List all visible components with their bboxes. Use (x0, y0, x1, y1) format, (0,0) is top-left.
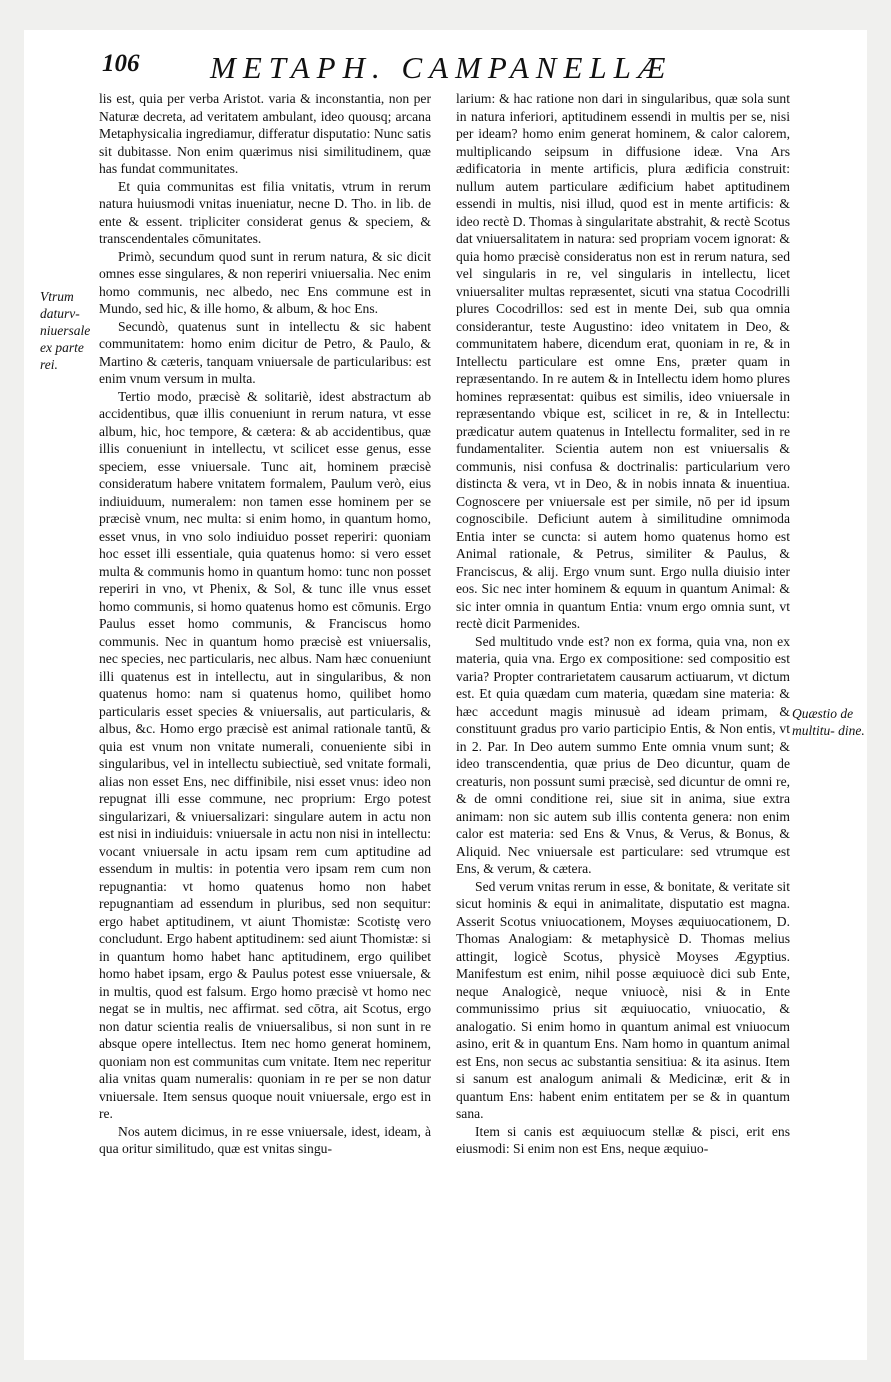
paragraph: larium: & hac ratione non dari in singularibus, quæ sola sunt in natura inferiori, aptitudinem essendi in multis per se, nisi per ideam? homo enim generat hominem, & calor calorem, multiplicando seipsum in diffusione ideæ. Vna Ars ædificatoria in mente artificis, plura ædificia construit: nullum autem particulare ædificium habet aptitudinem essendi in multis, nisi illud, quod est in mente artificis: & ideo rectè D. Thomas à singularitate abstrahit, & rectè Scotus dat vniuersalitatem in natura: sed propriam vocem ignorat: & quia homo præcisè consideratus non est in rerum natura, sed vel singularis in re, vel singularis in intellectu, licet vniuersaliter multas repræsentet, sicuti vna statua Cocodrilli plures Cocodrillos: sed est in mente Dei, sub qua omnia considerantur, teste Augustino: ideo vnitatem in Deo, & communitatem habere, dicendum erat, quoniam in re, & in Intellectu particulare est omne Ens, præter quam in repræsentando. In re autem & in Intellectu idem homo plures homines repræsentat: quibus est similis, ideo vniuersale in repræsentando vbique est, scilicet in re, & in Intellectu: prædicatur autem quatenus in Intellectu formaliter, sed in re fundamentaliter. Scientia autem non est vniuersalis & communis, nisi confusa & doctrinalis: particularium vero distincta & vera, vt in Deo, & in nobis innata & inuentiua. Cognoscere per vniuersale est per simile, nō per id ipsum cognoscibile. Deficiunt autem à similitudine omnimoda Entia inter se cuncta: si autem homo quatenus homo est Animal rationale, & Petrus, similiter & Paulus, & Franciscus, & alij. Ergo vnum sunt. Ergo nulla diuisio inter eos. Sic nec inter hominem & equum in quantum Animal: & sic inter omnia in quantum Entia: vnum ergo omnia sunt, vt rectè dicit Parmenides. (456, 91, 790, 631)
margin-note-right: Quæstio de multitu- dine. (792, 706, 865, 738)
page-header (102, 50, 822, 94)
paragraph: Item si canis est æquiuocum stellæ & pisci, erit ens eiusmodi: Si enim non est Ens, neque æquiuo- (456, 1123, 790, 1156)
paragraph: Primò, secundum quod sunt in rerum natura, & sic dicit omnes esse singulares, & non reperiri vniuersalia. Nec enim homo communis, nec albedo, nec Ens commune est in Mundo, sed hic, & ille homo, & album, & hoc Ens. (99, 248, 431, 316)
paragraph: lis est, quia per verba Aristot. varia & inconstantia, non per Naturæ decreta, ad veritatem ambulant, ideo quousq; arcana Metaphysicalia ingrediamur, differatur disputatio: Nunc satis sit dubitasse. Non enim quærimus nisi similitudinem, quæ has fundat communitates. (99, 91, 431, 176)
right-column (456, 90, 790, 1158)
book-page (24, 30, 867, 1360)
paragraph: Sed multitudo vnde est? non ex forma, quia vna, non ex materia, quia vna. Ergo ex compositione: sed compositio est varia? Propter contrarietatem causarum actiuarum, vt dictum est. Et quia quædam cum materia, quædam sine materia: & hæc accedunt magis minusuè ad ideam primam, & constituunt gradus pro vario participio Entis, & Non entis, vt in 2. Par. In Deo autem summo Ente omnia vnum sunt; & ideo transcendentia, quæ prius de Deo dicuntur, quam de creaturis, non possunt sumi præcisè, sed dicuntur de omni re, & de omni conditione rei, siue sit in anima, siue extra animam: non sic autem sub illis contenta genera: non enim calor est materia: sed Ens & Vnus, & Verus, & Bonus, & Aliquid. Nec vniuersale est particulare: sed vtrumque est Ens, & verum, & cætera. (456, 633, 790, 876)
paragraph: Nos autem dicimus, in re esse vniuersale, idest, ideam, à qua oritur similitudo, quæ est vnitas singu- (99, 1123, 431, 1156)
paragraph: Secundò, quatenus sunt in intellectu & sic habent communitatem: homo enim dicitur de Petro, & Paulo, & Martino & cæteris, tanquam vniuersale de particularibus: est enim vnum versum in multa. (99, 318, 431, 386)
paragraph: Tertio modo, præcisè & solitariè, idest abstractum ab accidentibus, quæ illis conueniunt in rerum natura, vt esse album, hic, hoc tempore, & cætera: & ab accidentibus, quæ illis conueniunt in intellectu, vt scilicet esse genus, esse speciem, esse vniuersale. Tunc ait, hominem præcisè consideratum habere vnitatem formalem, Paulum verò, eius indiuiduum, numeralem: non tamen esse hominem per se præcisè vnum, nec multa: si enim homo, in quantum homo, esset vnus, in vno solo indiuiduo posset reperiri: quoniam hoc esset illi essentiale, quia quatenus homo: si vero esset multa & communis homo in quantum homo: tunc non posset reperiri in vno, vt Phenix, & Sol, & tunc ille vnus esset homo communis, si homo quatenus homo est cōmunis. Ergo Paulus esset homo communis, & Franciscus homo communis. Nec in quantum homo præcisè est vniuersalis, nec species, nec particularis, nec albus. Nam hæc conueniunt illi quatenus est in intellectu, aut in singularibus, & non quatenus homo: nam si quatenus homo, quilibet homo particularis esset species & vniuersalis, aut particularis, & albus, &c. Homo ergo præcisè est animal rationale tantū, & quia est vnum non vnitate numerali, conueniente sibi in singularibus, vel in intellectu subiectiuè, sed vnitate formali, alias non esset Ens, nec diffinibile, nisi esset vnus: ideo non repugnat illi esse commune, nec proprium: Ergo potest singularizari, & vniuersalizari: singulare autem in actu non est nisi in indiuiduis: vniuersale in actu non nisi in intellectu: vocant vniuersale in actu ipsam rem cum aptitudine ad essendum in multis: in potentia vero ipsam rem cum non repugnantia: vt homo quatenus homo non habet repugnantiam ad essendum in pluribus, sed non sequitur: ergo habet aptitudinem, vt aiunt Thomistæ: Scotistę vero concludunt. Ergo habent aptitudinem: sed aiunt Thomistæ: si in quantum homo habet hanc aptitudinem, ergo quilibet homo habet ipsam, ergo & Paulus potest esse vniuersale, & in multis, quod est falsum. Ergo homo præcisè vt homo nec negat se in multis, nec affirmat. sed cōtra, ait Scotus, ergo non datur scientia realis de vniuersalibus, si non sunt in re absque opere intellectus. Item nec homo generat hominem, quoniam non est communitas cum vnitate. Item nec reperitur alia vnitas quam numeralis: quoniam in re per se non datur vniuersale. Item sensus quoque nouit vniuersale, ergo est in re. (99, 388, 431, 1121)
margin-note-left: Vtrum daturv- niuersale ex parte rei. (40, 289, 91, 372)
left-column (99, 90, 431, 1158)
paragraph: Et quia communitas est filia vnitatis, vtrum in rerum natura huiusmodi vnitas inueniatur, necne D. Tho. in lib. de ente & essent. tripliciter considerat genus & speciem, & transcendentales cōmunitates. (99, 178, 431, 246)
page-number: 106 (102, 50, 140, 77)
running-title: METAPH. CAMPANELLÆ (210, 50, 673, 85)
paragraph: Sed verum vnitas rerum in esse, & bonitate, & veritate sit sicut hominis & equi in animalitate, disputatio est magna. Asserit Scotus vniuocationem, Moyses æquiuocationem, D. Thomas Analogiam: & metaphysicè D. Thomas melius attingit, logicè Scotus, physicè Moyses Ægyptius. Manifestum est enim, nihil posse æquiuocè dici sub Ente, neque Analogicè, neque vniuocè, nisi & in Ente communissimo prius sit æquiuocatio, vniuocatio, & analogatio. Si enim homo in quantum animal est vniuocum asino, erit & in quantum Ens. Nam homo in quantum animal est Ens, non secus ac substantia sensitiua: & ita asinus. Item si sanum est analogum animali & Medicinæ, erit & in quantum Ens: habent enim entitatem per se & in quantum sana. (456, 878, 790, 1121)
